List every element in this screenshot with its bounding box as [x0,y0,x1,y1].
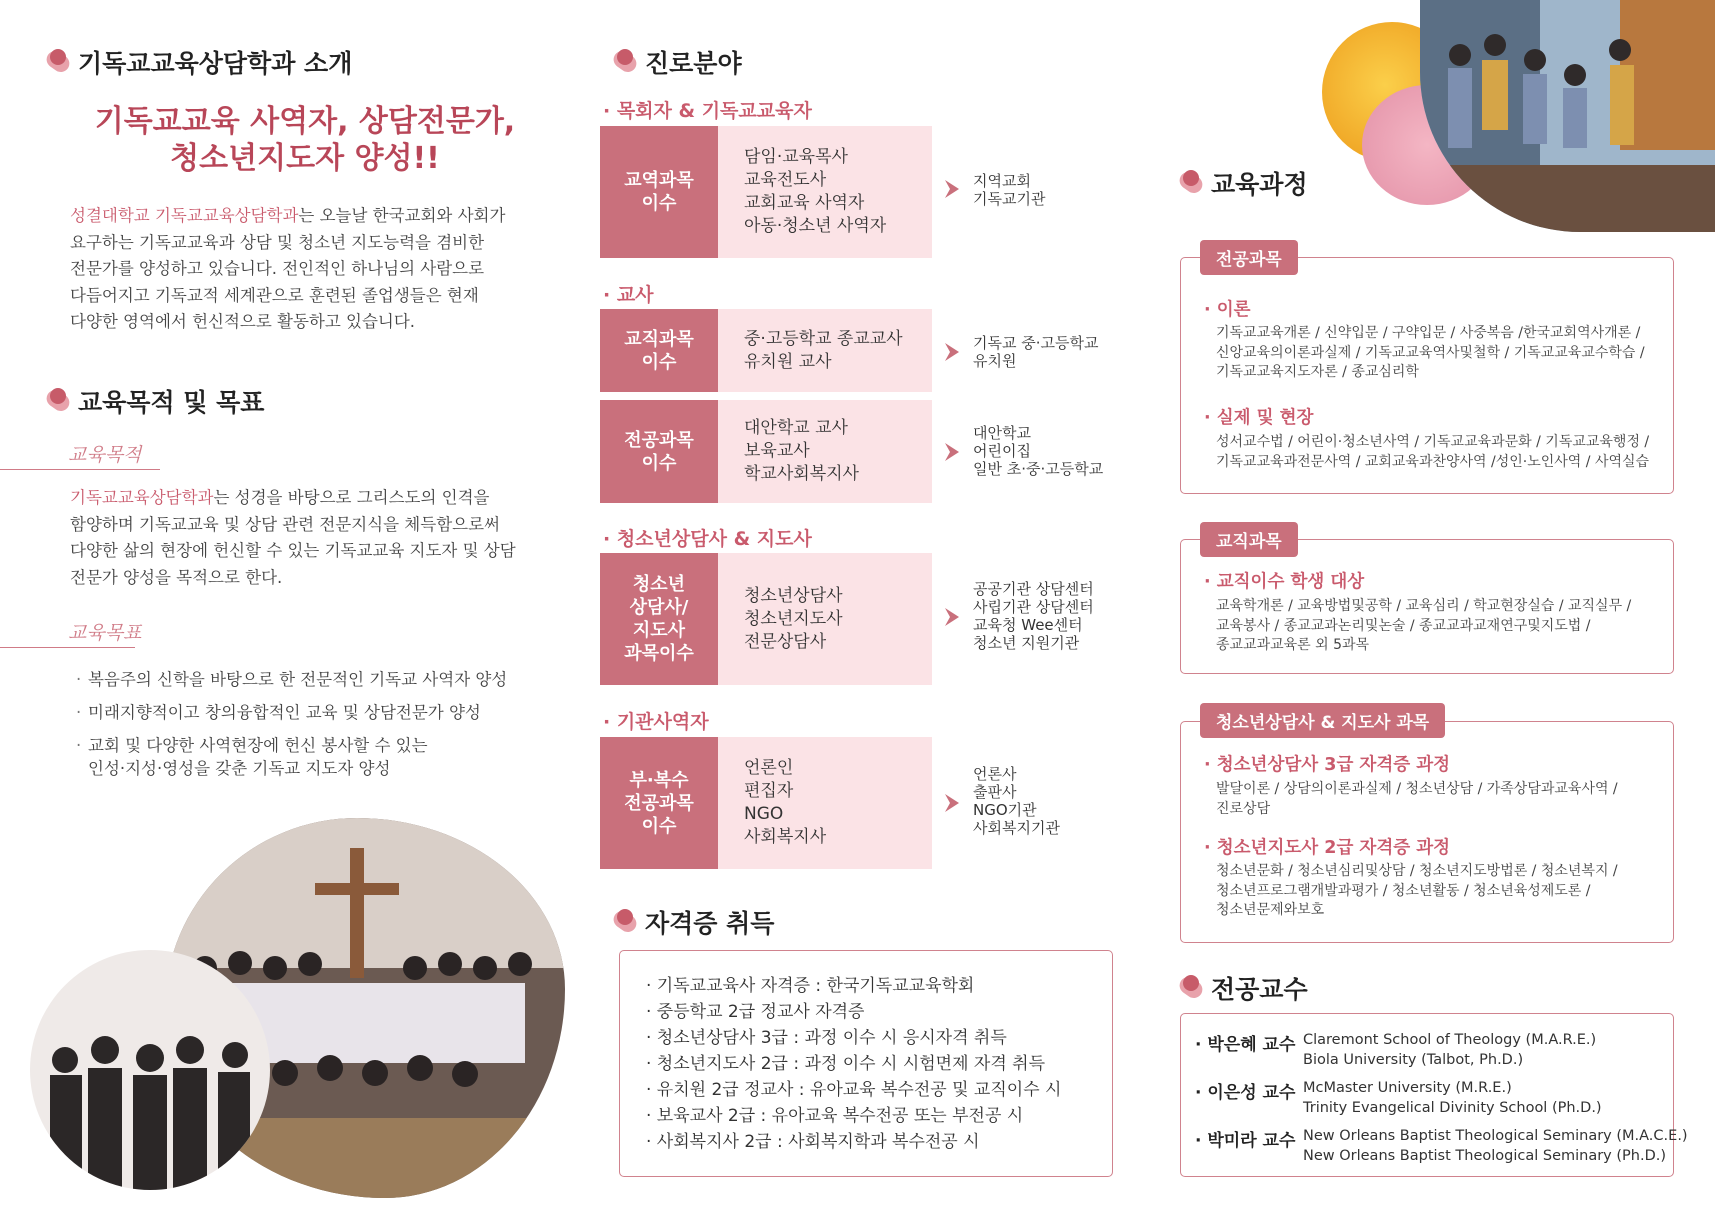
career-row: 청소년 상담사/ 지도사 과목이수 청소년상담사 청소년지도사 전문상담사 [600,553,932,685]
arrow-right-icon [943,606,961,628]
counselor-courses: 발달이론 / 상담의이론과실제 / 청소년상담 / 가족상담과교육사역 / 진로상담 [1216,781,1618,817]
professor-entry: · 박은혜 교수 Claremont School of Theology (M.A.R.E.) Biola University (Talbot, Ph.D.) [1195,1032,1597,1068]
pill-icon [46,388,72,414]
youth-tag: 청소년상담사 & 지도사 과목 [1200,703,1445,738]
list-item: · 청소년상담사 3급 : 과정 이수 시 응시자격 취득 [646,1028,1007,1048]
list-item: · 복음주의 신학을 바탕으로 한 전문적인 기독교 사역자 양성 [76,668,556,691]
teaching-courses: 교육학개론 / 교육방법및공학 / 교육심리 / 학교현장실습 / 교직실무 / 교육봉사 / 종교교과논리및논술 / 종교교과교재연구및지도법 / 종교교과교육론 외 5과목 [1216,598,1632,653]
career-category: · 목회자 & 기독교교육자 [603,100,812,122]
career-row: 교역과목 이수 담임·교육목사 교육전도사 교회교육 사역자 아동·청소년 사역자 [600,126,932,258]
certificate-heading: 자격증 취득 [613,904,774,940]
career-heading: 진로분야 [613,44,742,80]
career-destination: 대안학교 어린이집 일반 초·중·고등학교 [973,424,1104,478]
pill-icon [613,909,639,935]
practice-courses: 성서교수법 / 어린이·청소년사역 / 기독교교육과문화 / 기독교교육행정 / 기독교교육과전문사역 / 교회교육과찬양사역 /성인·노인사역 / 사역실습 [1216,434,1650,470]
arrow-right-icon [943,341,961,363]
career-row: 부·복수 전공과목 이수 언론인 편집자 NGO 사회복지사 [600,737,932,869]
career-category: · 기관사역자 [603,711,709,733]
campus-photo-image [1420,0,1715,232]
practice-title: · 실제 및 현장 [1204,408,1314,428]
purpose-paragraph: 기독교교육상담학과는 성경을 바탕으로 그리스도의 인격을 함양하며 기독교교육 및 상담 관련 전문지식을 체득함으로써 다양한 삶의 현장에 헌신할 수 있는 기독교교육 지도자 및 상담 전문가 양성을 목적으로 한다. [70,488,516,587]
goal-list [76,668,556,790]
counselor-title: · 청소년상담사 3급 자격증 과정 [1204,755,1451,775]
professor-entry: · 이은성 교수 McMaster University (M.R.E.) Trinity Evangelical Divinity School (Ph.D.) [1195,1080,1602,1116]
goals-heading: 교육목적 및 목표 [46,383,264,419]
list-item: · 청소년지도사 2급 : 과정 이수 시 시험면제 자격 취득 [646,1054,1046,1074]
purpose-label: 교육목적 [68,444,142,466]
career-destination: 언론사 출판사 NGO기관 사회복지기관 [973,765,1060,837]
career-row: 전공과목 이수 대안학교 교사 보육교사 학교사회복지사 [600,400,932,503]
list-item: · 사회복지사 2급 : 사회복지학과 복수전공 시 [646,1132,980,1152]
faculty-heading: 전공교수 [1179,970,1308,1006]
list-item: · 교회 및 다양한 사역현장에 헌신 봉사할 수 있는 인성·지성·영성을 갖춘 기독교 지도자 양성 [76,734,556,780]
pill-icon [1179,975,1205,1001]
arrow-right-icon [943,178,961,200]
intro-heading: 기독교교육상담학과 소개 [46,44,352,80]
pill-icon [613,49,639,75]
list-item: · 미래지향적이고 창의융합적인 교육 및 상담전문가 양성 [76,701,556,724]
certificate-box [619,950,1113,1177]
goal-underline [0,647,135,648]
students-photo [30,950,270,1190]
career-category: · 교사 [603,284,654,306]
intro-paragraph: 성결대학교 기독교교육상담학과는 오늘날 한국교회와 사회가 요구하는 기독교교육과 상담 및 청소년 지도능력을 겸비한 전문가를 양성하고 있습니다. 전인적인 하나님의 사람으로 다듬어지고 기독교적 세계관으로 훈련된 졸업생들은 현재 다양한 영역에서 헌신적으로 활동하고 있습니다. [70,206,506,331]
goal-label: 교육목표 [68,622,142,644]
major-tag: 전공과목 [1200,240,1298,275]
purpose-underline [0,469,160,470]
list-item: · 유치원 2급 정교사 : 유아교육 복수전공 및 교직이수 시 [646,1080,1062,1100]
career-destination: 지역교회 기독교기관 [973,172,1046,208]
leader-title: · 청소년지도사 2급 자격증 과정 [1204,838,1451,858]
pill-icon [1179,170,1205,196]
campus-photo [1420,0,1715,232]
list-item: · 보육교사 2급 : 유아교육 복수전공 또는 부전공 시 [646,1106,1024,1126]
teaching-title: · 교직이수 학생 대상 [1204,572,1365,592]
arrow-right-icon [943,441,961,463]
career-row: 교직과목 이수 중·고등학교 종교교사 유치원 교사 [600,309,932,392]
pill-icon [46,49,72,75]
big-title: 기독교교육 사역자, 상담전문가, 청소년지도자 양성!! [94,104,516,176]
list-item: · 기독교교육사 자격증 : 한국기독교교육학회 [646,976,975,996]
professor-entry: · 박미라 교수 New Orleans Baptist Theological Seminary (M.A.C.E.) New Orleans Baptist Theological Seminary (Ph.D.) [1195,1128,1688,1164]
students-photo-image [30,950,270,1190]
leader-courses: 청소년문화 / 청소년심리및상담 / 청소년지도방법론 / 청소년복지 / 청소년프로그램개발과평가 / 청소년활동 / 청소년육성제도론 / 청소년문제와보호 [1216,863,1618,918]
theory-courses: 기독교교육개론 / 신약입문 / 구약입문 / 사중복음 /한국교회역사개론 / 신앙교육의이론과실제 / 기독교교육역사및철학 / 기독교교육교수학습 / 기독교교육지도자론 / 종교심리학 [1216,325,1645,380]
teaching-tag: 교직과목 [1200,522,1298,557]
curriculum-heading: 교육과정 [1179,165,1308,201]
career-destination: 기독교 중·고등학교 유치원 [973,334,1099,370]
list-item: · 중등학교 2급 정교사 자격증 [646,1002,865,1022]
theory-title: · 이론 [1204,300,1251,320]
arrow-right-icon [943,792,961,814]
career-destination: 공공기관 상담센터 사립기관 상담센터 교육청 Wee센터 청소년 지원기관 [973,580,1094,652]
career-category: · 청소년상담사 & 지도사 [603,528,812,550]
